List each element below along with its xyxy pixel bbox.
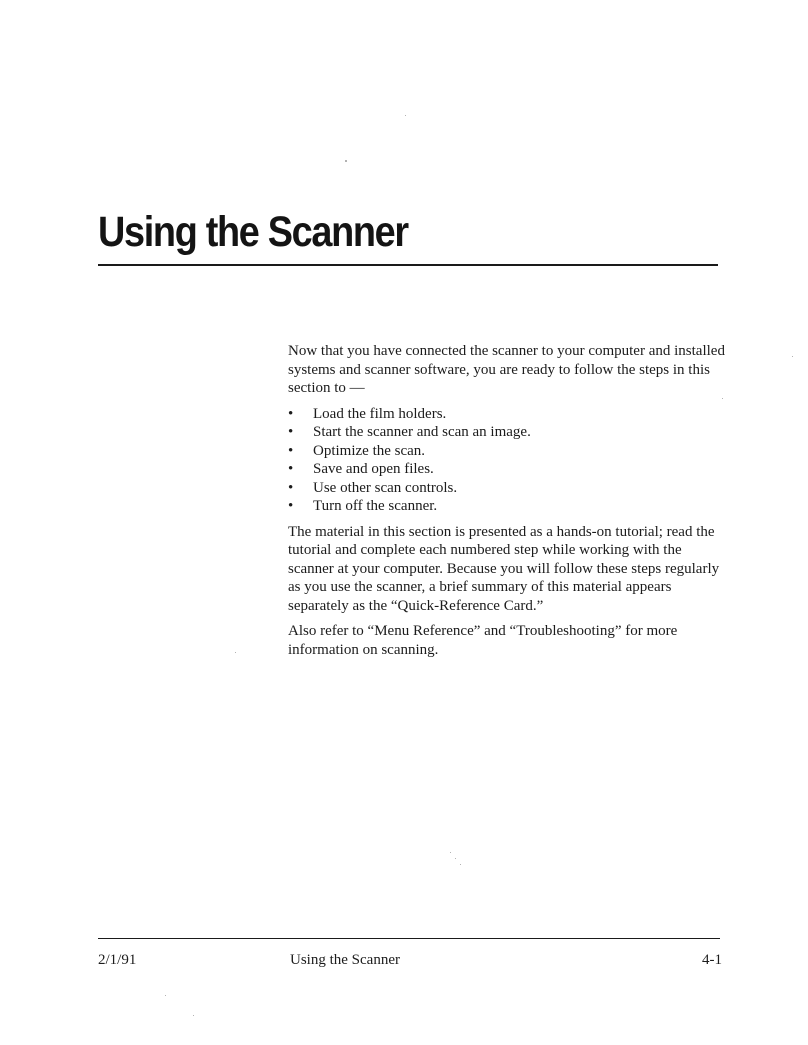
bullet-icon: • [288,479,294,496]
scan-speck [405,115,406,116]
bullet-icon: • [288,461,294,477]
scan-speck [165,995,166,996]
scan-speck [193,1015,194,1016]
list-item-text: Optimize the scan. [313,442,426,459]
bullet-icon: • [288,442,294,459]
list-item-text: Turn off the scanner. [313,498,438,514]
reference-paragraph: Also refer to “Menu Reference” and “Troubleshooting” for more information on scanning. [288,623,678,658]
list-item [288,405,728,424]
list-item [288,442,728,461]
list-item [288,460,728,479]
scan-speck [450,852,451,853]
scan-speck [460,864,461,865]
footer-section-title: Using the Scanner [290,952,400,968]
scan-speck [792,356,793,357]
scan-speck [345,160,347,162]
bullet-icon: • [288,424,294,440]
footer-date: 2/1/91 [98,952,137,968]
list-item-text: Use other scan controls. [313,479,458,496]
title-rule [98,264,718,266]
scan-speck [455,858,456,859]
list-item-text: Save and open files. [313,461,434,477]
list-item [288,423,728,442]
chapter-title: Using the Scanner [98,208,408,256]
list-item [288,479,728,498]
step-list [288,405,728,516]
list-item [288,497,728,516]
bullet-icon: • [288,405,294,422]
body-text [288,342,728,666]
scan-speck [722,398,723,399]
footer-rule [98,938,720,939]
bullet-icon: • [288,498,294,514]
scan-speck [235,652,236,653]
page-number: 4-1 [702,952,722,968]
list-item-text: Start the scanner and scan an image. [313,424,531,440]
list-item-text: Load the film holders. [313,405,447,422]
intro-paragraph: Now that you have connected the scanner to your computer and installed systems and scanner software, you are ready to follow the steps in this section to — [288,343,725,396]
tutorial-paragraph: The material in this section is presented as a hands-on tutorial; read the tutorial and complete each numbered step while working with the scanner at your computer. Because you will follow these steps regularly as you use the scanner, a brief summary of this material appears separately as the “Quick-Reference Card.” [288,523,720,614]
